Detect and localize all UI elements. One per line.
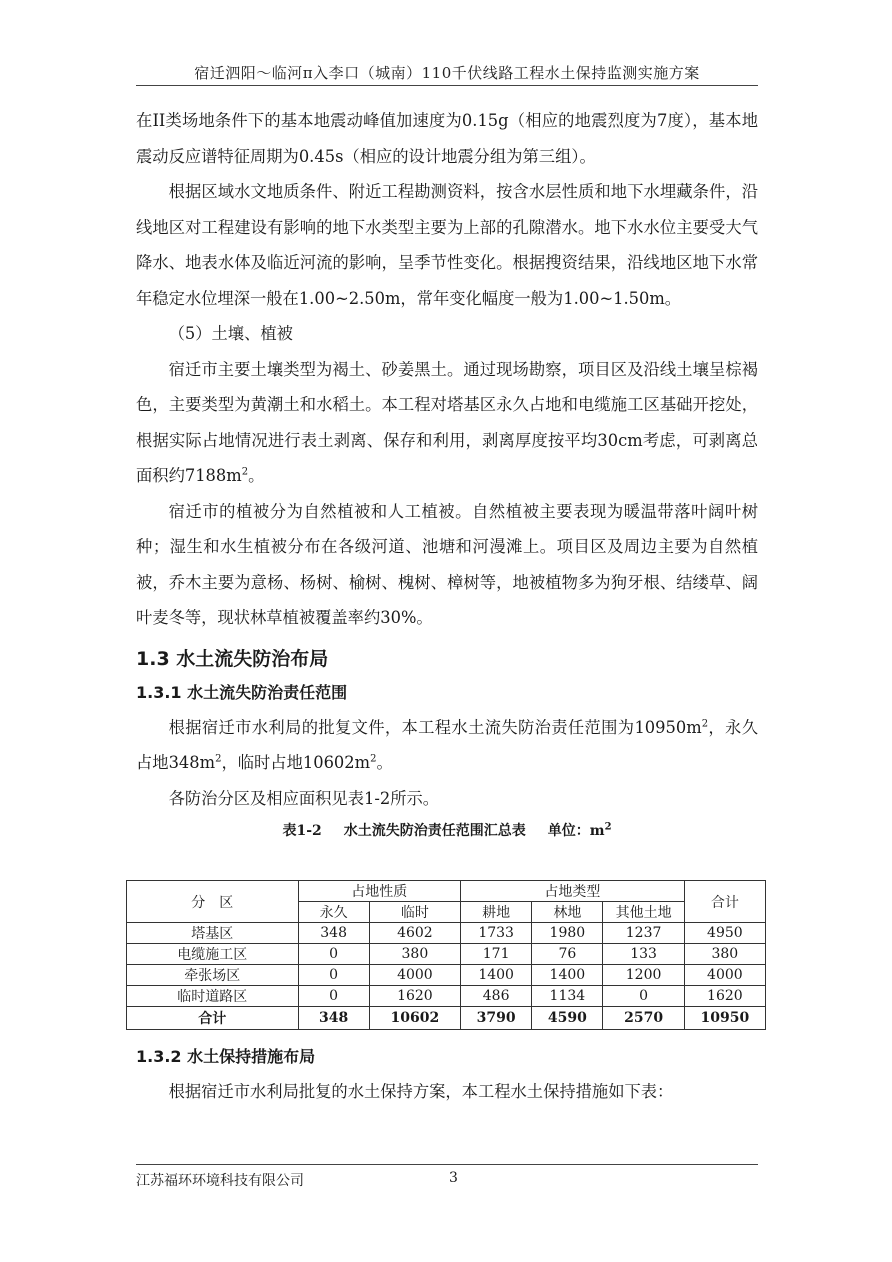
paragraph-seismic: 在II类场地条件下的基本地震动峰值加速度为0.15g（相应的地震烈度为7度），基本地震动反应谱特征周期为0.45s（相应的设计地震分组为第三组）。 xyxy=(136,111,758,166)
subheading-soil-vegetation: （5）土壤、植被 xyxy=(168,324,293,343)
th-temporary: 临时 xyxy=(369,902,460,923)
range-text-2: ，永久占地348m xyxy=(136,717,758,772)
cell: 4590 xyxy=(532,1007,603,1030)
section-heading-1-3: 1.3 水土流失防治布局 xyxy=(136,647,329,670)
page-header-title: 宿迁泗阳～临河π入李口（城南）110千伏线路工程水土保持监测实施方案 xyxy=(194,64,700,82)
cell: 1134 xyxy=(532,986,603,1007)
soil-text-end: 。 xyxy=(248,466,265,485)
after-table-text xyxy=(136,1040,758,1110)
soil-sup: 2 xyxy=(241,466,249,478)
soil-text: 宿迁市主要土壤类型为褐土、砂姜黑土。通过现场勘察，项目区及沿线土壤呈棕褐色，主要类型为黄潮土和水稻土。本工程对塔基区永久占地和电缆施工区基础开挖处，根据实际占地情况进行表土剥离、保存和利用，剥离厚度按平均30cm考虑，可剥离总面积约7188m xyxy=(136,359,758,485)
cell: 348 xyxy=(298,1007,369,1030)
cell: 133 xyxy=(603,944,684,965)
responsibility-range-table xyxy=(126,880,766,1030)
cell: 380 xyxy=(369,944,460,965)
cell: 0 xyxy=(298,986,369,1007)
range-text-4: 。 xyxy=(376,753,393,772)
cell: 4602 xyxy=(369,923,460,944)
cell: 3790 xyxy=(461,1007,532,1030)
page-number: 3 xyxy=(449,1170,458,1186)
paragraph-measures: 根据宿迁市水利局批复的水土保持方案，本工程水土保持措施如下表： xyxy=(168,1082,674,1101)
table-row xyxy=(127,923,766,944)
table-row xyxy=(127,944,766,965)
paragraph-table-reference: 各防治分区及相应面积见表1-2所示。 xyxy=(168,788,440,808)
cell: 1980 xyxy=(532,923,603,944)
th-land-nature: 占地性质 xyxy=(298,881,461,902)
table-caption xyxy=(136,820,758,840)
footer-company: 江苏福环环境科技有限公司 xyxy=(136,1173,304,1189)
cell: 1237 xyxy=(603,923,684,944)
th-land-type: 占地类型 xyxy=(461,881,685,902)
cell: 1400 xyxy=(532,965,603,986)
cell: 380 xyxy=(684,944,765,965)
cell: 1620 xyxy=(369,986,460,1007)
cell: 10950 xyxy=(684,1007,765,1030)
body-text xyxy=(136,103,758,848)
table-caption-unit xyxy=(548,820,612,840)
section-heading-1-3-1: 1.3.1 水土流失防治责任范围 xyxy=(136,682,348,702)
cell: 临时道路区 xyxy=(127,986,299,1007)
unit-sup: 2 xyxy=(604,821,612,833)
th-forest: 林地 xyxy=(532,902,603,923)
cell: 0 xyxy=(298,965,369,986)
table-caption-title: 水土流失防治责任范围汇总表 xyxy=(343,823,526,839)
th-zone: 分 区 xyxy=(127,881,299,923)
cell: 1733 xyxy=(461,923,532,944)
cell: 0 xyxy=(298,944,369,965)
range-sup-2: 2 xyxy=(215,753,222,765)
paragraph-vegetation: 宿迁市的植被分为自然植被和人工植被。自然植被主要表现为暖温带落叶阔叶树种；湿生和水生植被分布在各级河道、池塘和河漫滩上。项目区及周边主要为自然植被，乔木主要为意杨、杨树、榆树、槐树、樟树等，地被植物多为狗牙根、结缕草、阔叶麦冬等，现状林草植被覆盖率约30%。 xyxy=(136,501,758,627)
th-farmland: 耕地 xyxy=(461,902,532,923)
cell: 电缆施工区 xyxy=(127,944,299,965)
cell: 合计 xyxy=(127,1007,299,1030)
cell: 4000 xyxy=(369,965,460,986)
table-total-row xyxy=(127,1007,766,1030)
cell: 76 xyxy=(532,944,603,965)
cell: 171 xyxy=(461,944,532,965)
footer-divider xyxy=(136,1164,758,1165)
table-caption-label: 表1-2 xyxy=(282,823,322,839)
cell: 4950 xyxy=(684,923,765,944)
paragraph-responsibility-range xyxy=(136,710,758,781)
cell: 348 xyxy=(298,923,369,944)
th-permanent: 永久 xyxy=(298,902,369,923)
cell: 4000 xyxy=(684,965,765,986)
th-other-land: 其他土地 xyxy=(603,902,684,923)
cell: 10602 xyxy=(369,1007,460,1030)
cell: 1400 xyxy=(461,965,532,986)
cell: 塔基区 xyxy=(127,923,299,944)
range-text-1: 根据宿迁市水利局的批复文件，本工程水土流失防治责任范围为10950m xyxy=(168,717,702,737)
cell: 1620 xyxy=(684,986,765,1007)
cell: 2570 xyxy=(603,1007,684,1030)
table-row xyxy=(127,965,766,986)
paragraph-soil xyxy=(136,352,758,494)
th-total: 合计 xyxy=(684,881,765,923)
cell: 486 xyxy=(461,986,532,1007)
section-heading-1-3-2: 1.3.2 水土保持措施布局 xyxy=(136,1047,316,1066)
header-divider xyxy=(136,85,758,86)
range-sup-1: 2 xyxy=(701,718,709,730)
table-row xyxy=(127,986,766,1007)
cell: 牵张场区 xyxy=(127,965,299,986)
paragraph-groundwater: 根据区域水文地质条件、附近工程勘测资料，按含水层性质和地下水埋藏条件，沿线地区对工程建设有影响的地下水类型主要为上部的孔隙潜水。地下水水位主要受大气降水、地表水体及临近河流的影响，呈季节性变化。根据搜资结果，沿线地区地下水常年稳定水位埋深一般在1.00~2.50m，常年变化幅度一般为1.00~1.50m。 xyxy=(136,182,758,308)
unit-label: 单位：m xyxy=(547,823,605,839)
range-sup-3: 2 xyxy=(370,753,377,765)
cell: 1200 xyxy=(603,965,684,986)
range-text-3: ，临时占地10602m xyxy=(221,753,371,772)
cell: 0 xyxy=(603,986,684,1007)
